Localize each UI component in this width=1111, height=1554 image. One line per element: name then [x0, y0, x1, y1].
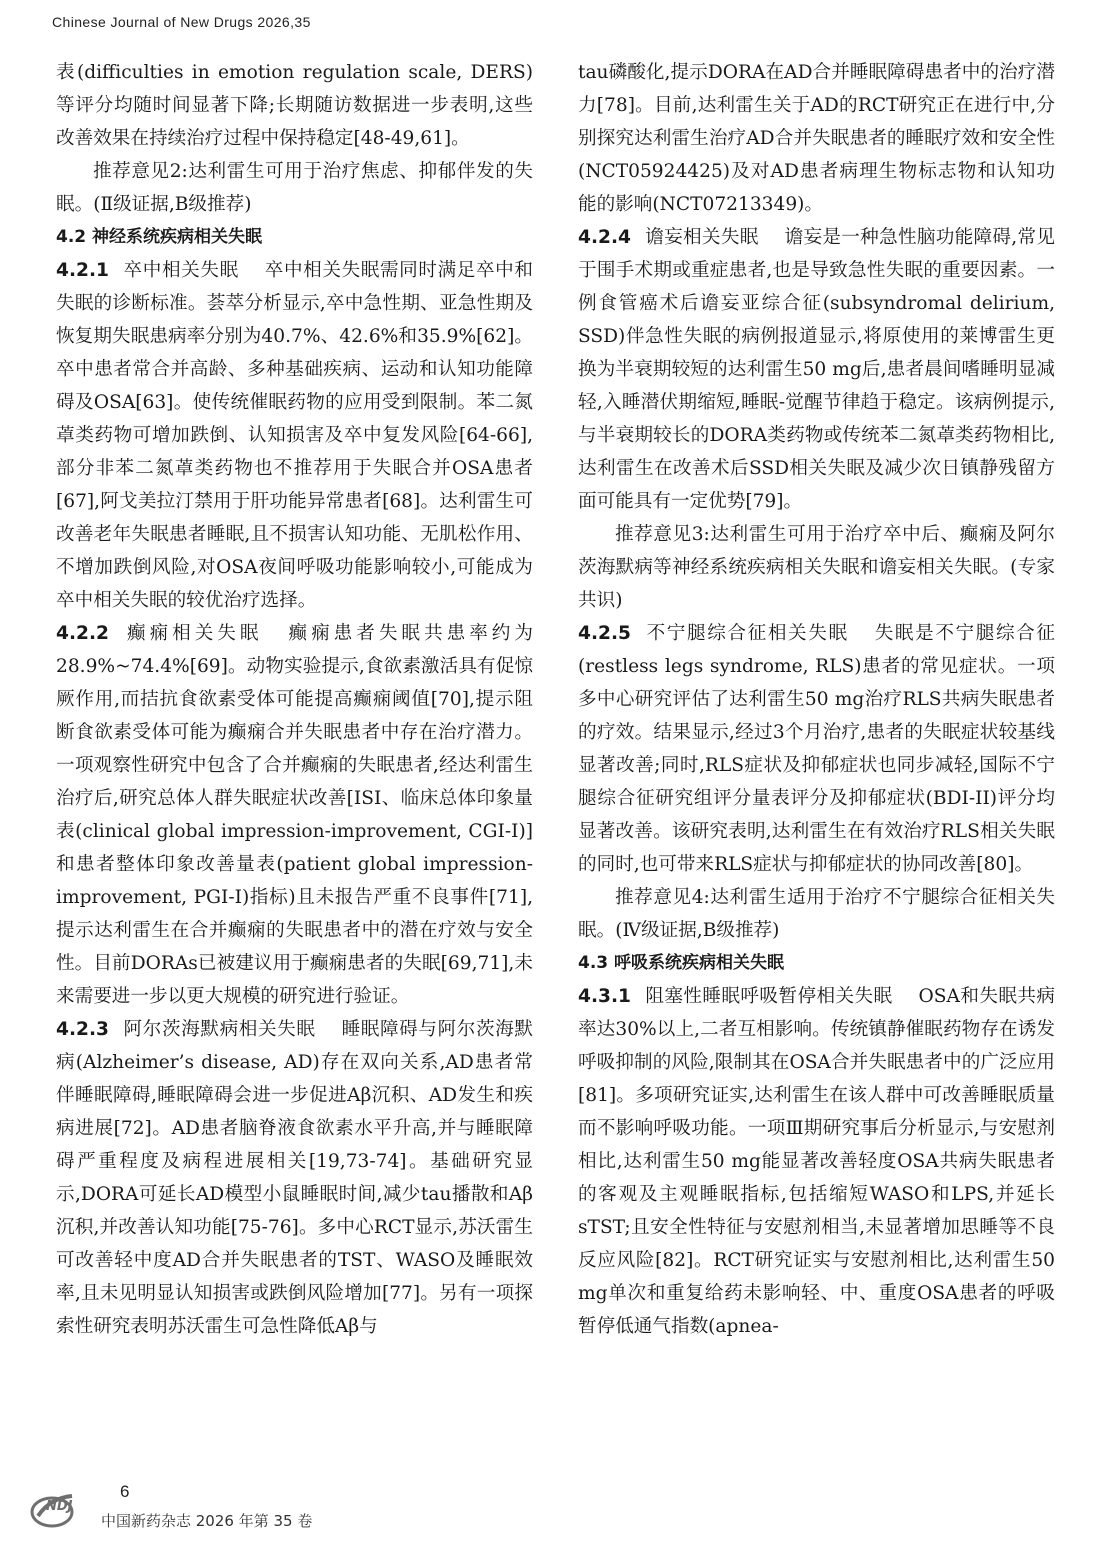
section-number: 4.3.1 — [578, 986, 631, 1007]
journal-logo-icon — [28, 1486, 92, 1532]
section-title: 卒中相关失眠 — [122, 260, 239, 281]
recommendation-3: 推荐意见3:达利雷生可用于治疗卒中后、癫痫及阿尔茨海默病等神经系统疾病相关失眠和谵妄相关失眠。(专家共识) — [578, 524, 1055, 611]
section-4-2-1 — [56, 254, 533, 617]
section-number: 4.2.1 — [56, 260, 109, 281]
section-number: 4.2.2 — [56, 623, 109, 644]
section-title: 谵妄相关失眠 — [644, 227, 759, 248]
section-title: 阻塞性睡眠呼吸暂停相关失眠 — [644, 986, 893, 1007]
section-4-2-4 — [578, 221, 1055, 518]
svg-text:NDJ: NDJ — [46, 1499, 73, 1514]
section-4-2-2 — [56, 617, 533, 1013]
recommendation-4: 推荐意见4:达利雷生适用于治疗不宁腿综合征相关失眠。(Ⅳ级证据,B级推荐) — [578, 887, 1055, 941]
paragraph-ad-continued: tau磷酸化,提示DORA在AD合并睡眠障碍患者中的治疗潜力[78]。目前,达利雷生关于AD的RCT研究正在进行中,分别探究达利雷生治疗AD合并失眠患者的睡眠疗效和安全性(NCT05924425)及对AD患者病理生物标志物和认知功能的影响(NCT07213349)。 — [578, 62, 1055, 215]
section-text: 睡眠障碍与阿尔茨海默病(Alzheimer’s disease, AD)存在双向关系,AD患者常伴睡眠障碍,睡眠障碍会进一步促进Aβ沉积、AD发生和疾病进展[72]。AD患者脑脊液食欲素水平升高,并与睡眠障碍严重程度及病程进展相关[19,73-74]。基础研究显示,DORA可延长AD模型小鼠睡眠时间,减少tau播散和Aβ沉积,并改善认知功能[75-76]。多中心RCT显示,苏沃雷生可改善轻中度AD合并失眠患者的TST、WASO及睡眠效率,且未见明显认知损害或跌倒风险增加[77]。另有一项探索性研究表明苏沃雷生可急性降低Aβ与 — [56, 1019, 533, 1337]
heading-4-3: 4.3 呼吸系统疾病相关失眠 — [578, 953, 785, 973]
section-title: 不宁腿综合征相关失眠 — [644, 623, 849, 644]
left-column — [56, 56, 533, 1343]
section-text: 失眠是不宁腿综合征(restless legs syndrome, RLS)患者的常见症状。一项多中心研究评估了达利雷生50 mg治疗RLS共病失眠患者的疗效。结果显示,经过3个月治疗,患者的失眠症状较基线显著改善;同时,RLS症状及抑郁症状也同步减轻,国际不宁腿综合征研究组评分量表评分及抑郁症状(BDI-II)评分均显著改善。该研究表明,达利雷生在有效治疗RLS相关失眠的同时,也可带来RLS症状与抑郁症状的协同改善[80]。 — [578, 623, 1055, 875]
section-4-2-3 — [56, 1013, 533, 1343]
section-number: 4.2.3 — [56, 1019, 109, 1040]
recommendation-2: 推荐意见2:达利雷生可用于治疗焦虑、抑郁伴发的失眠。(Ⅱ级证据,B级推荐) — [56, 161, 533, 215]
section-text: OSA和失眠共病率达30%以上,二者互相影响。传统镇静催眠药物存在诱发呼吸抑制的风险,限制其在OSA合并失眠患者中的广泛应用[81]。多项研究证实,达利雷生在该人群中可改善睡眠质量而不影响呼吸功能。一项Ⅲ期研究事后分析显示,与安慰剂相比,达利雷生50 mg能显著改善轻度OSA共病失眠患者的客观及主观睡眠指标,包括缩短WASO和LPS,并延长sTST;且安全性特征与安慰剂相当,未显著增加思睡等不良反应风险[82]。RCT研究证实与安慰剂相比,达利雷生50 mg单次和重复给药未影响轻、中、重度OSA患者的呼吸暂停低通气指数(apnea- — [578, 986, 1055, 1337]
running-head: Chinese Journal of New Drugs 2026,35 — [52, 14, 311, 30]
section-text: 癫痫患者失眠共患率约为28.9%~74.4%[69]。动物实验提示,食欲素激活具有促惊厥作用,而拮抗食欲素受体可能提高癫痫阈值[70],提示阻断食欲素受体可能为癫痫合并失眠患者中存在治疗潜力。一项观察性研究中包含了合并癫痫的失眠患者,经达利雷生治疗后,研究总体人群失眠症状改善[ISI、临床总体印象量表(clinical global impression-improvement, CGI-I)]和患者整体印象改善量表(patient global impression-improvement, PGI-I)指标)且未报告严重不良事件[71],提示达利雷生在合并癫痫的失眠患者中的潜在疗效与安全性。目前DORAs已被建议用于癫痫患者的失眠[69,71],未来需要进一步以更大规模的研究进行验证。 — [56, 623, 533, 1007]
paragraph-ders: 表(difficulties in emotion regulation scale, DERS)等评分均随时间显著下降;长期随访数据进一步表明,这些改善效果在持续治疗过程中保持稳定[48-49,61]。 — [56, 62, 533, 149]
section-text: 卒中相关失眠需同时满足卒中和失眠的诊断标准。荟萃分析显示,卒中急性期、亚急性期及恢复期失眠患病率分别为40.7%、42.6%和35.9%[62]。卒中患者常合并高龄、多种基础疾病、运动和认知功能障碍及OSA[63]。使传统催眠药物的应用受到限制。苯二氮䓬类药物可增加跌倒、认知损害及卒中复发风险[64-66],部分非苯二氮䓬类药物也不推荐用于失眠合并OSA患者[67],阿戈美拉汀禁用于肝功能异常患者[68]。达利雷生可改善老年失眠患者睡眠,且不损害认知功能、无肌松作用、不增加跌倒风险,对OSA夜间呼吸功能影响较小,可能成为卒中相关失眠的较优治疗选择。 — [56, 260, 533, 611]
section-title: 阿尔茨海默病相关失眠 — [122, 1019, 316, 1040]
journal-footer-title: 中国新药杂志 2026 年第 35 卷 — [101, 1512, 313, 1530]
section-text: 谵妄是一种急性脑功能障碍,常见于围手术期或重症患者,也是导致急性失眠的重要因素。一例食管癌术后谵妄亚综合征(subsyndromal delirium, SSD)伴急性失眠的病例报道显示,将原使用的莱博雷生更换为半衰期较短的达利雷生50 mg后,患者晨间嗜睡明显减轻,入睡潜伏期缩短,睡眠-觉醒节律趋于稳定。该病例提示,与半衰期较长的DORA类药物或传统苯二氮䓬类药物相比,达利雷生在改善术后SSD相关失眠及减少次日镇静残留方面可能具有一定优势[79]。 — [578, 227, 1055, 512]
page-footer — [28, 1482, 428, 1546]
heading-4-2: 4.2 神经系统疾病相关失眠 — [56, 227, 263, 247]
section-number: 4.2.5 — [578, 623, 631, 644]
section-number: 4.2.4 — [578, 227, 631, 248]
section-4-3-1 — [578, 980, 1055, 1343]
right-column — [578, 56, 1055, 1343]
page-number: 6 — [120, 1482, 130, 1501]
section-4-2-5 — [578, 617, 1055, 881]
section-title: 癫痫相关失眠 — [122, 623, 263, 644]
